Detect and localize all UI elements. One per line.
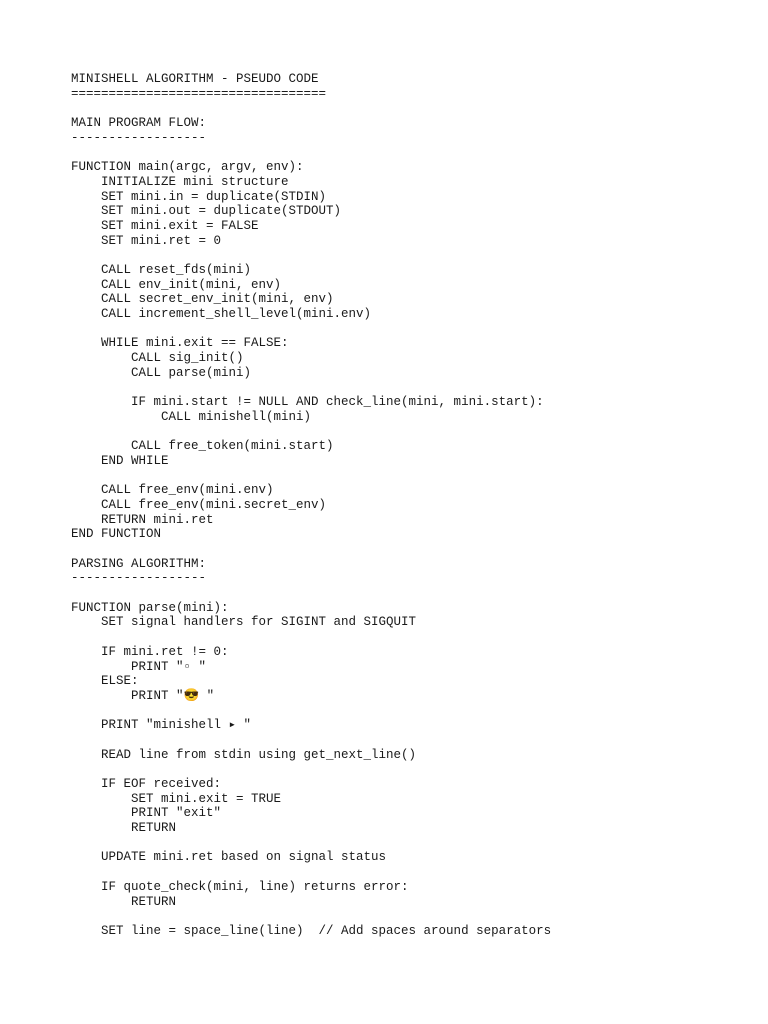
code-line: FUNCTION parse(mini): <box>71 600 229 615</box>
blank-line <box>71 733 551 748</box>
code-line: IF mini.ret != 0: <box>71 644 229 659</box>
code-line: MAIN PROGRAM FLOW: <box>71 116 207 131</box>
blank-line <box>71 101 551 116</box>
code-line: END FUNCTION <box>71 527 162 542</box>
blank-line <box>71 586 551 601</box>
code-line: CALL reset_fds(mini) <box>71 262 252 277</box>
pseudo-code-text <box>71 72 551 939</box>
code-line: SET mini.exit = FALSE <box>71 218 259 233</box>
code-line: CALL free_env(mini.env) <box>71 483 274 498</box>
code-line: SET mini.exit = TRUE <box>71 791 282 806</box>
blank-line <box>71 704 551 719</box>
code-line: ================================== <box>71 86 327 101</box>
code-line: CALL free_env(mini.secret_env) <box>71 497 327 512</box>
code-line: CALL sig_init() <box>71 351 244 366</box>
code-line: END WHILE <box>71 453 169 468</box>
code-line: WHILE mini.exit == FALSE: <box>71 336 289 351</box>
blank-line <box>71 469 551 484</box>
code-line: CALL minishell(mini) <box>71 409 312 424</box>
code-line: CALL free_token(mini.start) <box>71 439 334 454</box>
code-line: CALL env_init(mini, env) <box>71 277 282 292</box>
code-line: READ line from stdin using get_next_line() <box>71 747 417 762</box>
code-line: RETURN <box>71 894 177 909</box>
blank-line <box>71 630 551 645</box>
blank-line <box>71 248 551 263</box>
code-line: PRINT "exit" <box>71 806 222 821</box>
code-line: INITIALIZE mini structure <box>71 174 289 189</box>
code-line: UPDATE mini.ret based on signal status <box>71 850 387 865</box>
code-line: SET signal handlers for SIGINT and SIGQUIT <box>71 615 417 630</box>
blank-line <box>71 380 551 395</box>
blank-line <box>71 542 551 557</box>
code-line: RETURN mini.ret <box>71 512 214 527</box>
blank-line <box>71 762 551 777</box>
blank-line <box>71 836 551 851</box>
code-line: SET mini.in = duplicate(STDIN) <box>71 189 327 204</box>
code-line: IF EOF received: <box>71 777 222 791</box>
code-line: PRINT "😎 " <box>71 688 215 703</box>
blank-line <box>71 909 551 924</box>
blank-line <box>71 865 551 880</box>
blank-line <box>71 322 551 337</box>
code-line: CALL increment_shell_level(mini.env) <box>71 307 372 321</box>
blank-line <box>71 425 551 440</box>
code-line: ------------------ <box>71 571 207 586</box>
code-line: SET mini.out = duplicate(STDOUT) <box>71 204 342 219</box>
code-line: FUNCTION main(argc, argv, env): <box>71 160 304 175</box>
code-line: ELSE: <box>71 674 139 689</box>
code-line: IF mini.start != NULL AND check_line(mini, mini.start): <box>71 395 544 410</box>
code-line: ------------------ <box>71 130 207 145</box>
code-line: SET mini.ret = 0 <box>71 233 222 248</box>
code-line: MINISHELL ALGORITHM - PSEUDO CODE <box>71 72 319 86</box>
code-line: RETURN <box>71 821 177 836</box>
code-line: CALL secret_env_init(mini, env) <box>71 292 334 307</box>
code-line: IF quote_check(mini, line) returns error: <box>71 879 409 894</box>
code-line: PRINT "minishell ▸ " <box>71 718 252 733</box>
blank-line <box>71 145 551 160</box>
code-line: PARSING ALGORITHM: <box>71 556 207 571</box>
code-line: PRINT "▫ " <box>71 659 207 674</box>
code-line: CALL parse(mini) <box>71 365 252 380</box>
code-line: SET line = space_line(line) // Add spaces around separators <box>71 923 552 938</box>
